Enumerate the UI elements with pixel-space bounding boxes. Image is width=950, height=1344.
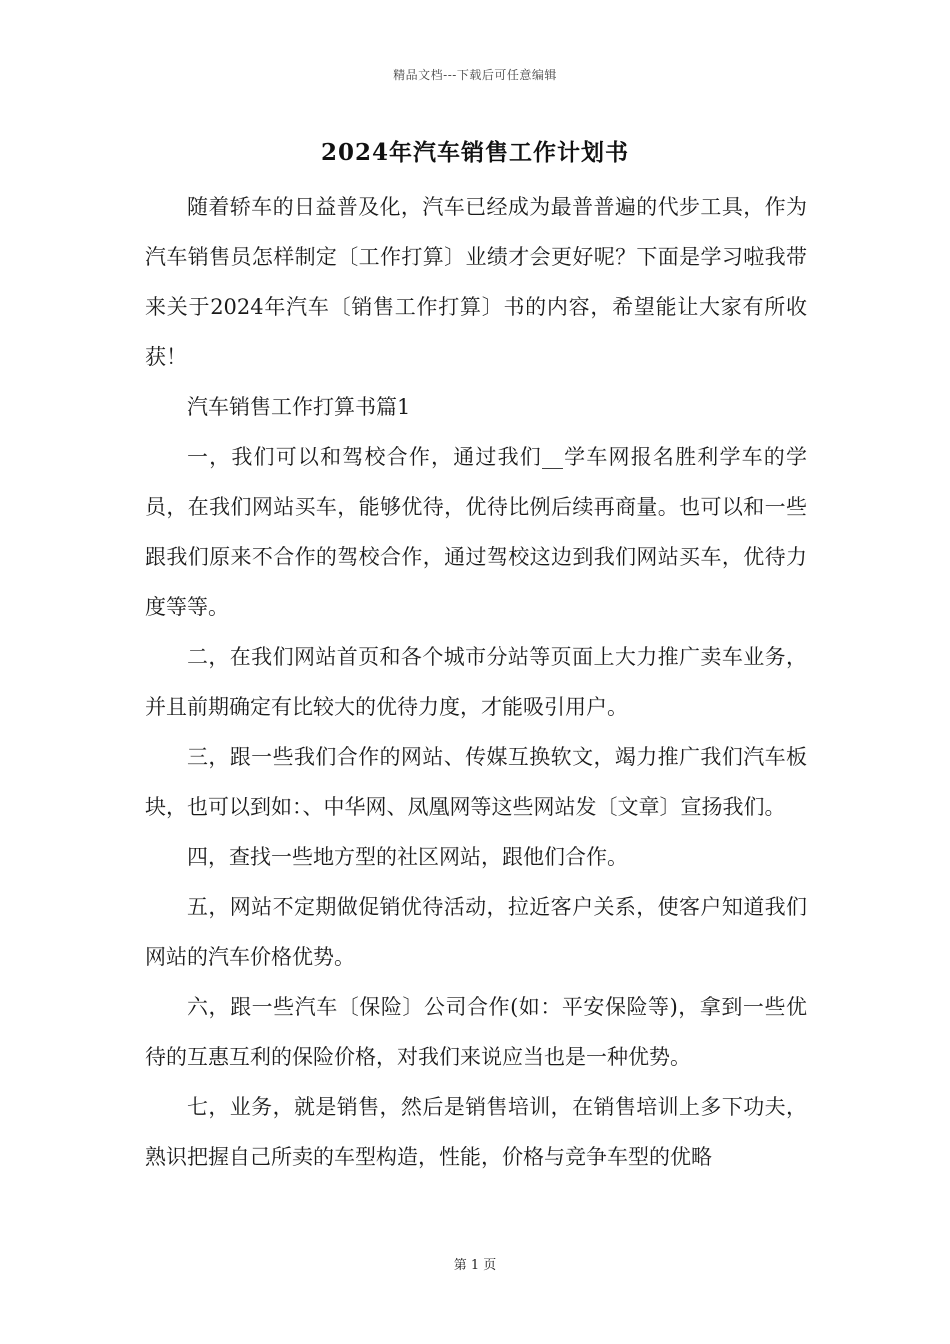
- paragraph-item-3: 三，跟一些我们合作的网站、传媒互换软文，竭力推广我们汽车板块，也可以到如：、中华网、凤凰网等这些网站发〔文章〕宣扬我们。: [145, 745, 807, 819]
- document-title: 2024年汽车销售工作计划书: [320, 139, 629, 166]
- paragraph-intro: 随着轿车的日益普及化，汽车已经成为最普普遍的代步工具，作为汽车销售员怎样制定〔工作打算〕业绩才会更好呢？下面是学习啦我带来关于2024年汽车〔销售工作打算〕书的内容，希望能让大家有所收获！: [145, 195, 807, 369]
- header-note: 精品文档---下载后可任意编辑: [393, 68, 557, 82]
- paragraph-item-7: 七，业务，就是销售，然后是销售培训，在销售培训上多下功夫，熟识把握自己所卖的车型构造，性能，价格与竞争车型的优略: [145, 1095, 807, 1169]
- paragraph-section-heading: 汽车销售工作打算书篇1: [187, 395, 411, 419]
- paragraph-item-4: 四，查找一些地方型的社区网站，跟他们合作。: [187, 845, 628, 869]
- paragraph-item-6: 六，跟一些汽车〔保险〕公司合作(如：平安保险等)，拿到一些优待的互惠互利的保险价格，对我们来说应当也是一种优势。: [145, 995, 807, 1069]
- document-body: [145, 182, 807, 1182]
- paragraph-item-2: 二，在我们网站首页和各个城市分站等页面上大力推广卖车业务，并且前期确定有比较大的优待力度，才能吸引用户。: [145, 645, 807, 719]
- paragraph-item-1: 一，我们可以和驾校合作，通过我们__学车网报名胜利学车的学员，在我们网站买车，能够优待，优待比例后续再商量。也可以和一些跟我们原来不合作的驾校合作，通过驾校这边到我们网站买车，优待力度等等。: [145, 445, 807, 619]
- paragraph-item-5: 五，网站不定期做促销优待活动，拉近客户关系，使客户知道我们网站的汽车价格优势。: [145, 895, 807, 969]
- page-number: 第 1 页: [453, 1258, 497, 1273]
